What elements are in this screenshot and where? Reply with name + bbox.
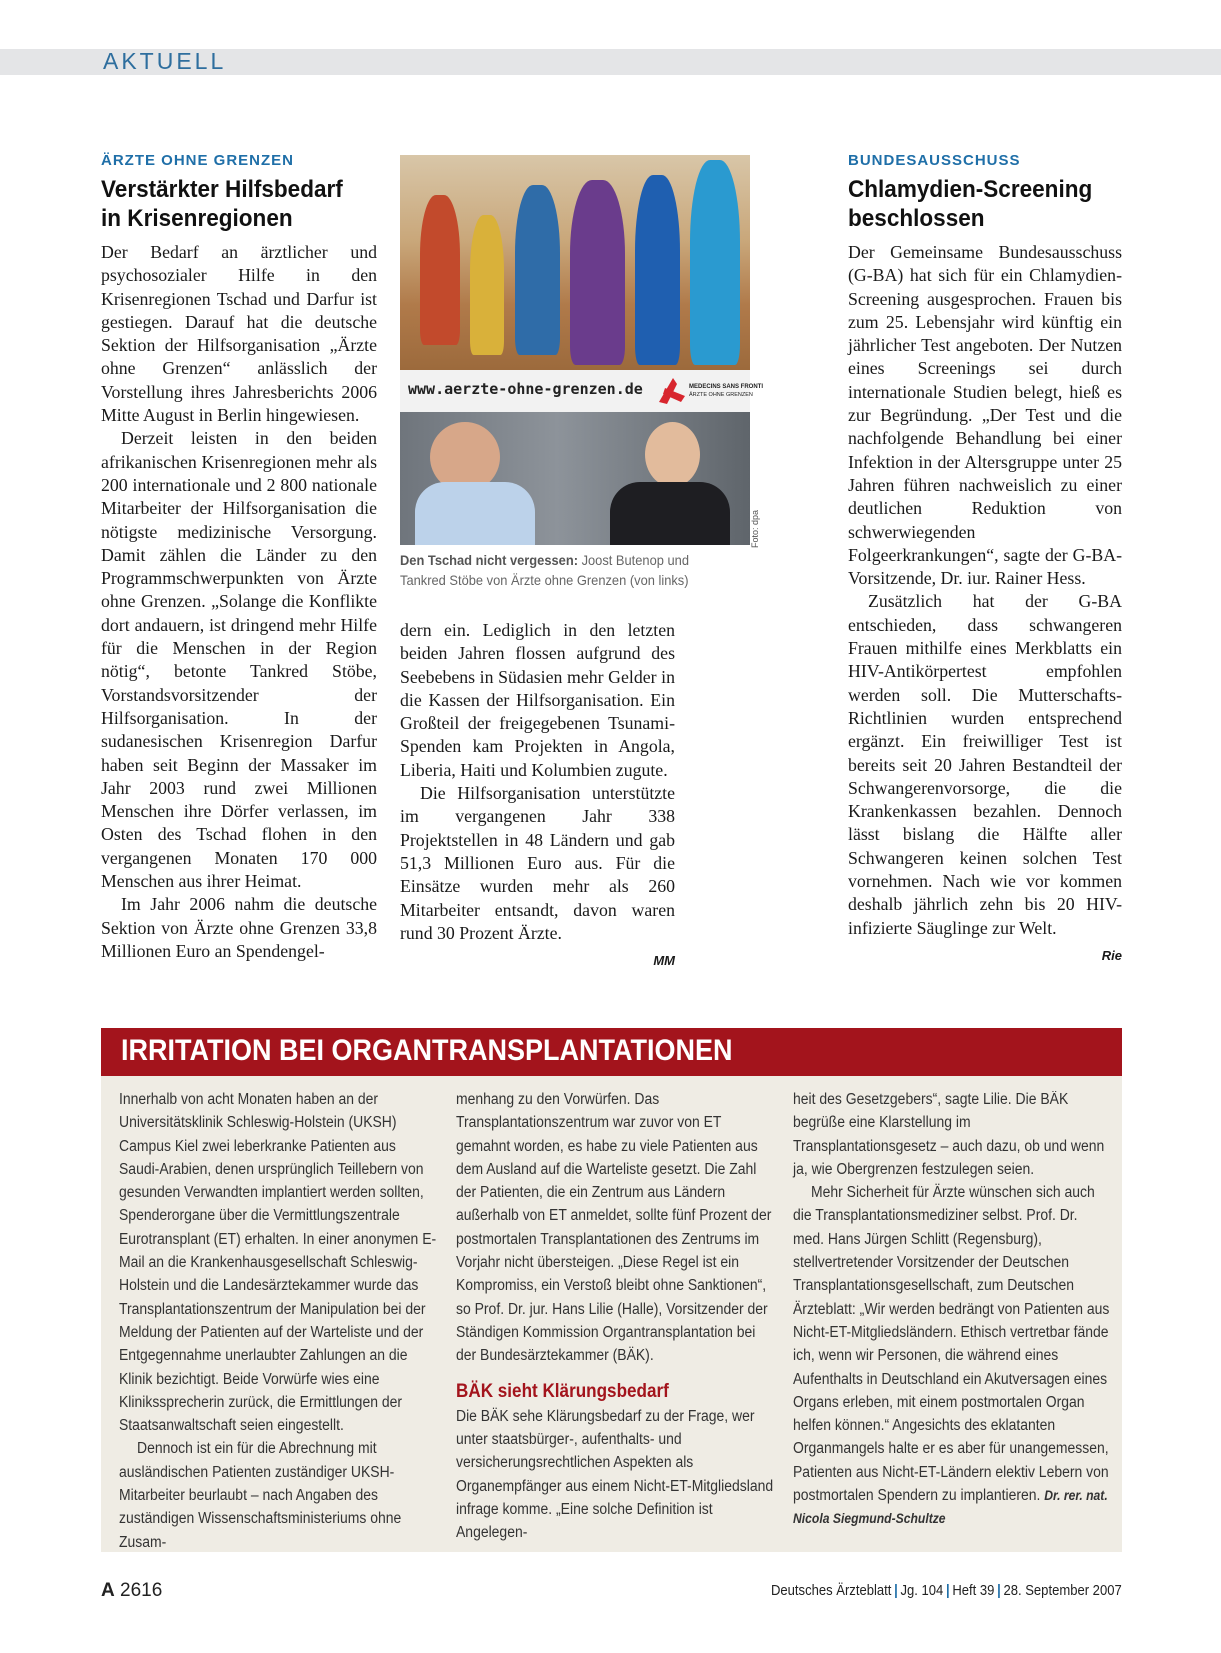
info-box-column-3 [793, 1088, 1111, 1531]
journal-info: Deutsches Ärzteblatt | Jg. 104 | Heft 39 | 28. September 2007 [771, 1583, 1122, 1599]
press-conference-photo [400, 412, 750, 545]
journal-name: Deutsches Ärzteblatt [771, 1583, 892, 1599]
crowd-photo [400, 155, 750, 370]
paragraph: Im Jahr 2006 nahm die deutsche Sektion von Ärzte ohne Grenzen 33,8 Millionen Euro an Spendengel- [101, 894, 377, 961]
left-article-continuation [400, 619, 675, 972]
left-article-headline [101, 175, 355, 233]
paragraph: Zusätzlich hat der G-BA entschieden, dass schwangeren Frauen mithilfe eines Merkblatts ein HIV-Antikörpertest empfohlen werden soll. Die Mutterschafts-Richtlinien wurden entsprechend ergänzt. Ein freiwilliger Test ist bereits seit 20 Jahren Bestandteil der Schwangerenvorsorge, die die Krankenkassen bezahlen. Dennoch lässt bislang die Hälfte aller Schwangeren keinen solchen Test vornehmen. Nach wie vor kommen deshalb jährlich zehn bis 20 HIV-infizierte Säuglinge zur Welt. [848, 591, 1122, 938]
left-article-kicker: ÄRZTE OHNE GRENZEN [101, 152, 295, 169]
page-number-value: 2616 [120, 1580, 163, 1601]
logo-text-2: ÄRZTE OHNE GRENZEN [689, 392, 753, 398]
page-prefix: A [101, 1580, 115, 1601]
paragraph: Derzeit leisten in den beiden afrikanischen Krisenregionen mehr als 200 internationale und 2 800 nationale Mitarbeiter der Hilfsorganisation die nötigste medizinische Versorgung. Damit zählen die Länder zu den Programmschwerpunkten von Ärzte ohne Grenzen. „Solange die Konflikte dort andauern, ist dringend mehr Hilfe für die Menschen in der Region nötig“, betonte Tankred Stöbe, Vorstandsvorsitzender der Hilfsorganisation. In der sudanesischen Krisenregion Darfur haben seit Beginn der Massaker im Jahr 2003 rund zwei Millionen Menschen ihre Dörfer verlassen, im Osten des Tschad flohen in den vergangenen Monaten 170 000 Menschen aus ihrer Heimat. [101, 428, 377, 892]
headline-line-2: beschlossen [848, 205, 985, 232]
caption-rest: Joost Butenop und [577, 552, 689, 568]
right-article-body [848, 241, 1122, 963]
right-article-kicker: BUNDESAUSSCHUSS [848, 152, 1021, 169]
paragraph: Dennoch ist ein für die Abrechnung mit ausländischen Patienten zuständiger UKSH-Mitarbeiter beurlaubt – nach Angaben des zuständigen Wissenschaftsministeriums ohne Zusam- [119, 1440, 402, 1551]
photo-url-text: www.aerzte-ohne-grenzen.de [408, 380, 643, 398]
photo-credit: Foto: dpa [750, 510, 760, 549]
paragraph: Die BÄK sehe Klärungsbedarf zu der Frage, wer unter staatsbürger-, aufenthalts- und versicherungsrechtlichen Aspekten als Organempfänger aus einem Nicht-ET-Mitgliedsland infrage komme. „Eine solche Definition ist Angelegen- [456, 1407, 774, 1542]
caption-line-2: Tankred Stöbe von Ärzte ohne Grenzen (von links) [400, 572, 689, 588]
caption-bold: Den Tschad nicht vergessen: [400, 552, 578, 568]
headline-line-2: in Krisenregionen [101, 205, 293, 232]
info-box-title: IRRITATION BEI ORGANTRANSPLANTATIONEN [121, 1034, 733, 1067]
paragraph: Die Hilfsorganisation unterstützte im vergangenen Jahr 338 Projektstellen in 48 Ländern und gab 51,3 Millionen Euro aus. Für die Einsätze wurden mehr als 260 Mitarbeiter entsandt, davon waren rund 30 Prozent Ärzte. [400, 783, 675, 943]
info-box-column-2 [456, 1088, 774, 1545]
page-number [101, 1580, 162, 1602]
paragraph: Der Gemeinsame Bundesausschuss (G-BA) hat sich für ein Chlamydien-Screening ausgesprochen. Frauen bis zum 25. Lebensjahr wird künftig ein jährlicher Test angeboten. Der Nutzen eines Screenings sei durch internationale Studien belegt, hieß es zur Begründung. „Der Test und die nachfolgende Behandlung bei einer Infektion in der Altersgruppe unter 25 Jahren führen nachweislich zu einer deutlichen Reduktion von schwerwiegenden Folgeerkrankungen“, sagte der G-BA-Vorsitzende, Dr. iur. Rainer Hess. [848, 242, 1122, 589]
info-box-header [101, 1028, 1122, 1076]
author-signature: Rie [1101, 947, 1122, 963]
info-box-column-1 [119, 1088, 437, 1554]
journal-date: 28. September 2007 [1003, 1583, 1122, 1599]
logo-text-1: MEDECINS SANS FRONTI [689, 384, 764, 390]
paragraph: Der Bedarf an ärztlicher und psychosozialer Hilfe in den Krisenregionen Tschad und Darfur ist gestiegen. Darauf hat die deutsche Sektion der Hilfsorganisation „Ärzte ohne Grenzen“ anlässlich der Vorstellung ihres Jahresberichts 2006 Mitte August in Berlin hingewiesen. [101, 242, 377, 426]
paragraph [793, 1181, 1112, 1530]
paragraph: menhang zu den Vorwürfen. Das Transplantationszentrum war zuvor von ET gemahnt worden, es habe zu viele Patienten aus dem Ausland auf die Warteliste gesetzt. Die Zahl der Patienten, die ein Zentrum aus Ländern außerhalb von ET anmeldet, sollte fünf Prozent der postmortalen Transplantationen des Zentrums im Vorjahr nicht übersteigen. „Diese Regel ist ein Kompromiss, ein Verstoß bleibt ohne Sanktionen“, so Prof. Dr. jur. Hans Lilie (Halle), Vorsitzender der Ständigen Kommission Organtransplantation bei der Bundesärztekammer (BÄK). [456, 1091, 772, 1365]
journal-issue: Heft 39 [952, 1583, 995, 1599]
headline-line-1: Chlamydien-Screening [848, 176, 1093, 203]
journal-volume: Jg. 104 [900, 1583, 944, 1599]
left-article-body [101, 241, 377, 963]
msf-logo-icon [655, 374, 764, 408]
paragraph: Innerhalb von acht Monaten haben an der Universitätsklinik Schleswig-Holstein (UKSH) Campus Kiel zwei leberkranke Patienten aus Saudi-Arabien, denen ursprünglich Teillebern von gesunden Verwandten implantiert werden sollten, Spenderorgane über die Vermittlungszentrale Eurotransplant (ET) erhalten. In einer anonymen E-Mail an die Krankenhausgesellschaft Schleswig-Holstein und die Landesärztekammer wurde das Transplantationszentrum der Manipulation bei der Meldung der Patienten auf der Warteliste und der Entgegennahme unerlaubter Zahlungen an die Klinik bezichtigt. Beide Vorwürfe wies eine Klinikssprecherin zurück, die Ermittlungen der Staatsanwaltschaft seien eingestellt. [119, 1091, 437, 1435]
author-signature: MM [653, 953, 675, 969]
right-article [848, 150, 1122, 967]
photo-banner [400, 370, 764, 412]
box-author-signature: Dr. rer. nat. Nicola Siegmund-Schultze [793, 1488, 1108, 1527]
photo-caption [400, 550, 722, 590]
info-box-subheading: BÄK sieht Klärungsbedarf [456, 1380, 669, 1402]
paragraph: heit des Gesetzgebers“, sagte Lilie. Die BÄK begrüße eine Klarstellung im Transplantationsgesetz – auch dazu, ob und wenn ja, wie Obergrenzen festzulegen seien. [793, 1091, 1105, 1178]
section-label: AKTUELL [103, 48, 227, 74]
paragraph: dern ein. Lediglich in den letzten beiden Jahren flossen aufgrund des Seebebens in Südasien mehr Gelder in die Kassen der Hilfsorganisation. Ein Großteil der freigegebenen Tsunami-Spenden kam Projekten in Angola, Liberia, Haiti und Kolumbien zugute. [400, 620, 675, 780]
info-box [101, 1028, 1122, 1552]
headline-line-1: Verstärkter Hilfsbedarf [101, 176, 343, 203]
right-article-headline [848, 175, 1100, 233]
left-article [101, 150, 377, 963]
paragraph-text: Mehr Sicherheit für Ärzte wünschen sich auch die Transplantationsmediziner selbst. Prof. Dr. med. Hans Jürgen Schlitt (Regensburg), stellvertretender Vorsitzender der Deutschen Transplantationsgesellschaft, zum Deutschen Ärzteblatt: „Wir werden bedrängt von Patienten aus Nicht-ET-Mitgliedsländern. Ethisch vertretbar fände ich, wenn wir Personen, die während eines Aufenthalts in Deutschland ein Akutversagen eines Organs erleben, mit einem postmortalen Organ helfen können.“ Angesichts des eklatanten Organmangels halte er es aber für unangemessen, Patienten aus Nicht-ET-Ländern elektiv Lebern von postmortalen Spendern zu implantieren. [793, 1184, 1110, 1505]
